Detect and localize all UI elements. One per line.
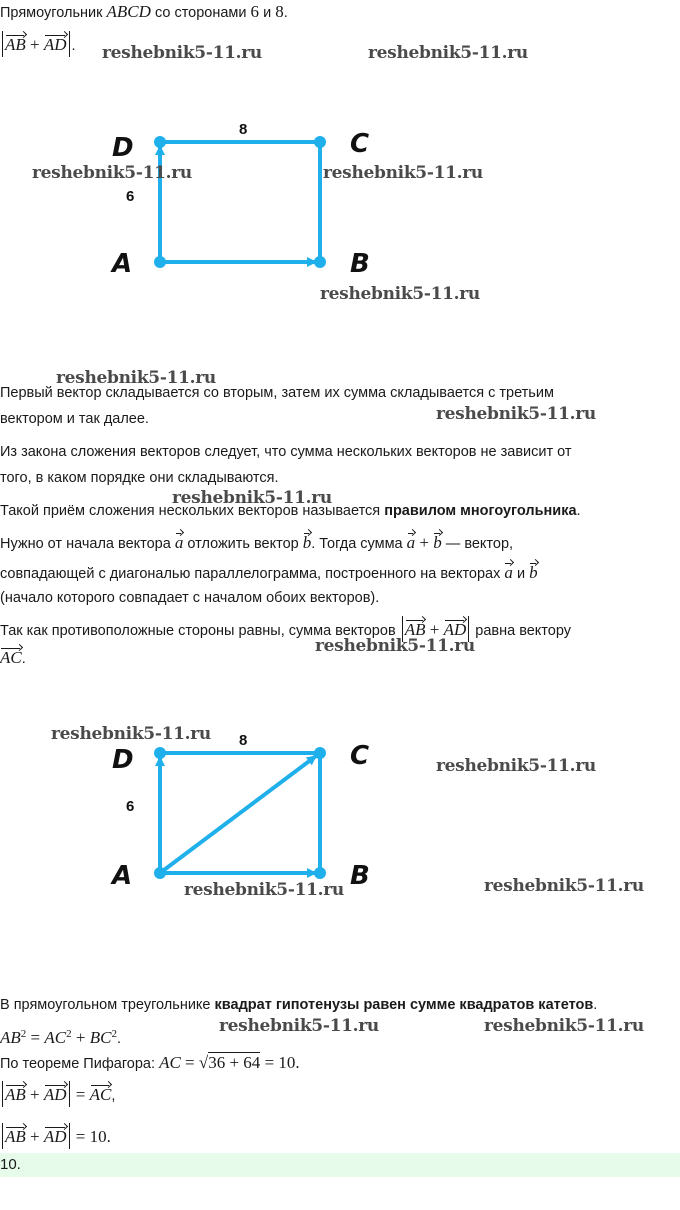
watermark: reshebnik5-11.ru xyxy=(219,1016,379,1036)
vector-ac-arrow xyxy=(160,756,316,873)
watermark: reshebnik5-11.ru xyxy=(323,163,483,183)
side-label-left: 6 xyxy=(126,188,135,205)
pythagoras-calc: По теореме Пифагора: AC = √36 + 64 = 10. xyxy=(0,1053,300,1072)
theory-p1-l2: вектором и так далее. xyxy=(0,411,149,427)
vertex-b: B xyxy=(350,249,370,279)
theory-p4: Нужно от начала вектора a отложить вектор b. Тогда сумма a + b — вектор, xyxy=(0,530,674,554)
vector-ab: AB xyxy=(5,32,26,53)
vertex-d: D xyxy=(112,745,134,775)
theory-p2-l1: Из закона сложения векторов следует, что сумма нескольких векторов не зависит от xyxy=(0,444,572,460)
theory-p6: (начало которого совпадает с началом обоих векторов). xyxy=(0,590,380,606)
watermark: reshebnik5-11.ru xyxy=(51,724,211,744)
theory-p7-end: AC. xyxy=(0,645,674,669)
watermark: reshebnik5-11.ru xyxy=(436,756,596,776)
watermark: reshebnik5-11.ru xyxy=(436,404,596,424)
theory-p2-l2: того, в каком порядке они складываются. xyxy=(0,470,279,486)
side-label-top: 8 xyxy=(239,732,248,749)
theory-p7: Так как противоположные стороны равны, сумма векторов AB + AD равна вектору xyxy=(0,616,674,642)
task-expression: AB + AD . xyxy=(0,31,674,57)
figure-name: ABCD xyxy=(106,2,151,21)
vertex-a: A xyxy=(112,249,133,279)
answer-box xyxy=(0,1153,680,1177)
watermark: reshebnik5-11.ru xyxy=(484,1016,644,1036)
watermark: reshebnik5-11.ru xyxy=(320,284,480,304)
watermark: reshebnik5-11.ru xyxy=(172,488,332,508)
vertex-b: B xyxy=(350,861,370,891)
vertex-d: D xyxy=(112,133,134,163)
watermark: reshebnik5-11.ru xyxy=(368,43,528,63)
vertex-c: C xyxy=(350,741,370,771)
theory-p5: совпадающей с диагональю параллелограмма, построенного на векторах a и b xyxy=(0,560,674,584)
vector-sum-value: AB + AD = 10. xyxy=(0,1123,674,1149)
answer-value: 10. xyxy=(0,1156,21,1173)
watermark: reshebnik5-11.ru xyxy=(484,876,644,896)
vector-sum-equals-ac: AB + AD = AC, xyxy=(0,1081,674,1107)
vertex-c: C xyxy=(350,129,370,159)
rule-name: правилом многоугольника xyxy=(384,503,577,519)
watermark: reshebnik5-11.ru xyxy=(56,368,216,388)
side-label-left: 6 xyxy=(126,798,135,815)
watermark: reshebnik5-11.ru xyxy=(32,163,192,183)
problem-statement: Прямоугольник ABCD со сторонами 6 и 8. xyxy=(0,2,288,21)
vector-ad: AD xyxy=(44,32,67,53)
pythagoras-equation: $AB^2 = AC^2 + BC^2$. xyxy=(0,1027,121,1047)
theory-p1-l1: Первый вектор складывается со вторым, затем их сумма складывается с третьим xyxy=(0,385,554,401)
theory-p3: Такой приём сложения нескольких векторов называется правилом многоугольника. xyxy=(0,503,581,519)
watermark: reshebnik5-11.ru xyxy=(315,636,475,656)
side-label-top: 8 xyxy=(239,121,248,138)
watermark: reshebnik5-11.ru xyxy=(102,43,262,63)
rectangle-diagram-1 xyxy=(0,100,680,300)
solution-rule: В прямоугольном треугольнике квадрат гипотенузы равен сумме квадратов катетов. xyxy=(0,997,598,1013)
vertex-a: A xyxy=(112,861,133,891)
watermark: reshebnik5-11.ru xyxy=(184,880,344,900)
